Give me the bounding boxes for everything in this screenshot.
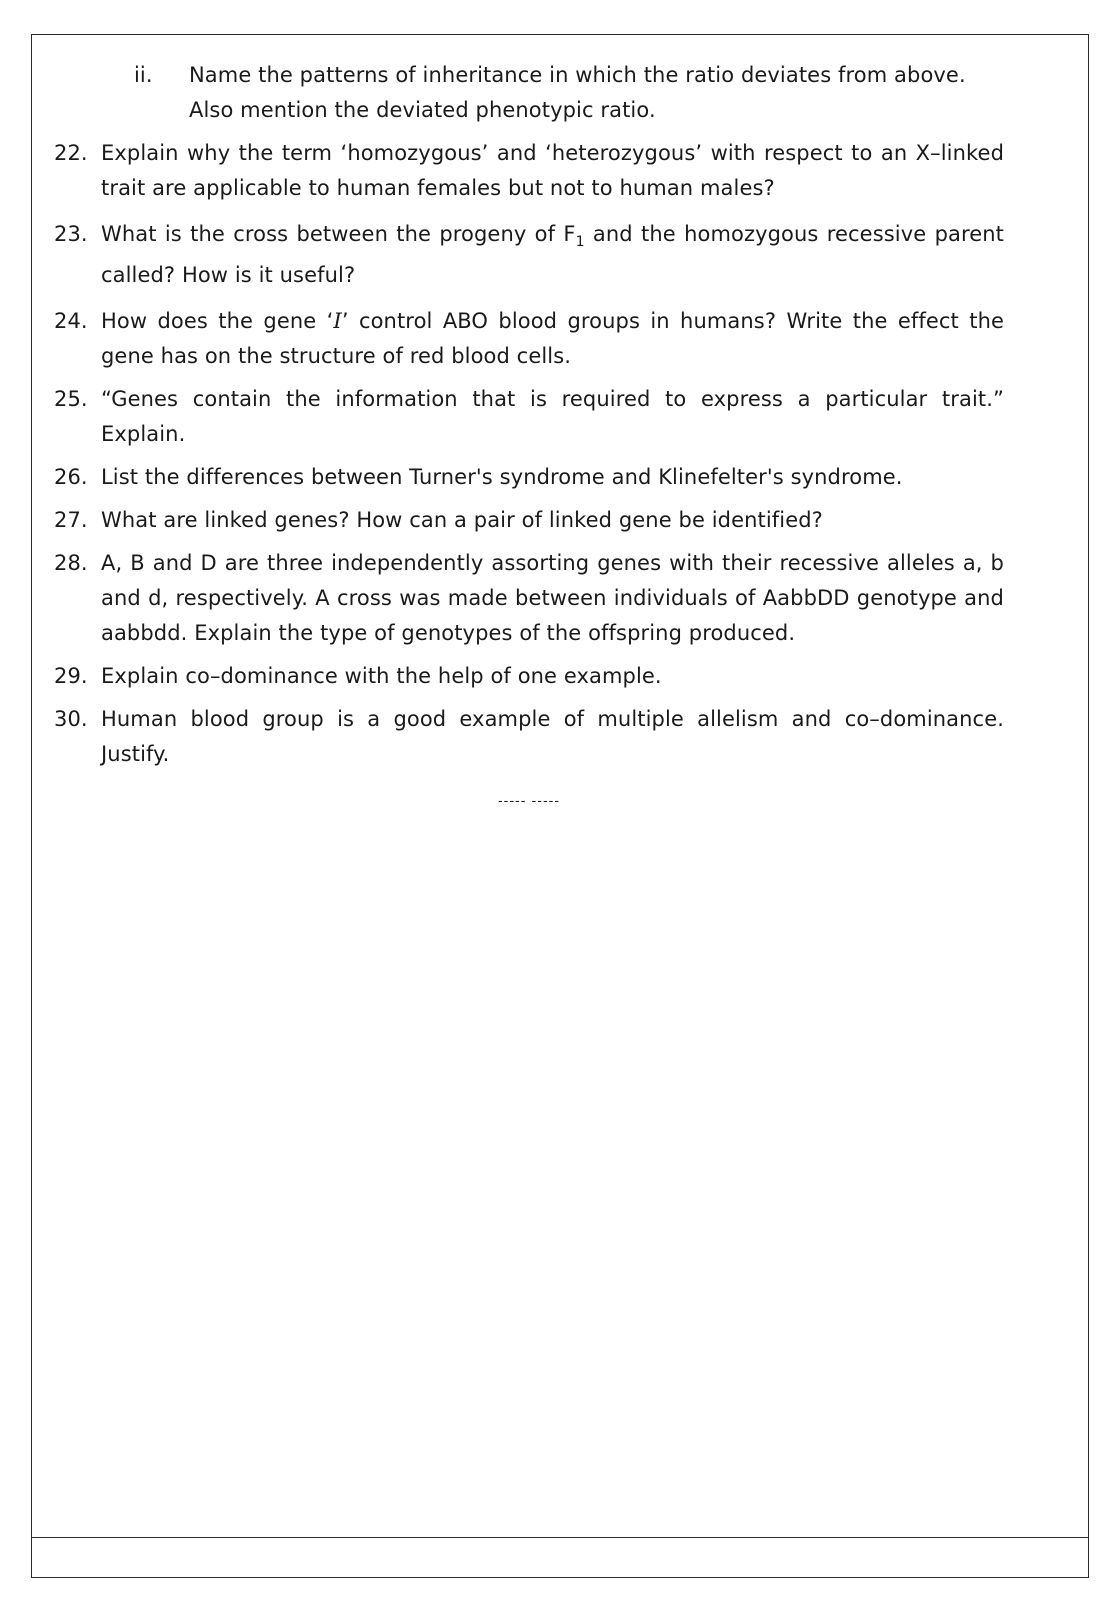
question-number: 23.: [54, 222, 88, 246]
question-number: 29.: [54, 664, 88, 688]
question-text-part2: and the homozygous recessive parent called? How is it useful?: [101, 222, 1004, 287]
question-24: [54, 304, 1004, 374]
question-number: 25.: [54, 387, 88, 411]
question-number: 30.: [54, 707, 88, 731]
sub-question-ii: [54, 58, 1004, 128]
sub-question-text: Name the patterns of inheritance in which the ratio deviates from above. Also mention the deviated phenotypic ratio.: [189, 63, 966, 122]
question-list: [54, 58, 1004, 819]
question-text: List the differences between Turner's syndrome and Klinefelter's syndrome.: [101, 465, 903, 489]
question-text: What are linked genes? How can a pair of linked gene be identified?: [101, 508, 823, 532]
question-text-part1: What is the cross between the progeny of F: [101, 222, 576, 246]
question-text-subscript: 1: [575, 234, 585, 251]
question-28: [54, 546, 1004, 651]
gene-symbol: I: [333, 309, 342, 333]
question-number: 28.: [54, 551, 88, 575]
question-number: 26.: [54, 465, 88, 489]
sub-question-number: ii.: [134, 63, 153, 87]
question-26: [54, 460, 1004, 495]
question-25: [54, 382, 1004, 452]
question-text: A, B and D are three independently assorting genes with their recessive alleles a, b and d, respectively. A cross was made between individuals of AabbDD genotype and aabbdd. Explain the type of genotypes of the offspring produced.: [101, 551, 1004, 645]
question-text: “Genes contain the information that is required to express a particular trait.” Explain.: [101, 387, 1004, 446]
question-text: Explain co–dominance with the help of one example.: [101, 664, 662, 688]
footer-rule: [31, 1537, 1089, 1538]
question-text: Human blood group is a good example of multiple allelism and co–dominance. Justify.: [101, 707, 1004, 766]
end-marker: ----- -----: [497, 794, 561, 809]
question-number: 24.: [54, 309, 88, 333]
question-text-part2: ’ control ABO blood groups in humans? Write the effect the gene has on the structure of red blood cells.: [101, 309, 1005, 368]
question-number: 22.: [54, 141, 88, 165]
question-text: Explain why the term ‘homozygous’ and ‘heterozygous’ with respect to an X–linked trait are applicable to human females but not to human males?: [101, 141, 1004, 200]
question-29: [54, 659, 1004, 694]
question-text-part1: How does the gene ‘: [101, 309, 334, 333]
question-number: 27.: [54, 508, 88, 532]
question-23: [54, 214, 1004, 296]
question-30: [54, 702, 1004, 772]
question-22: [54, 136, 1004, 206]
question-27: [54, 503, 1004, 538]
